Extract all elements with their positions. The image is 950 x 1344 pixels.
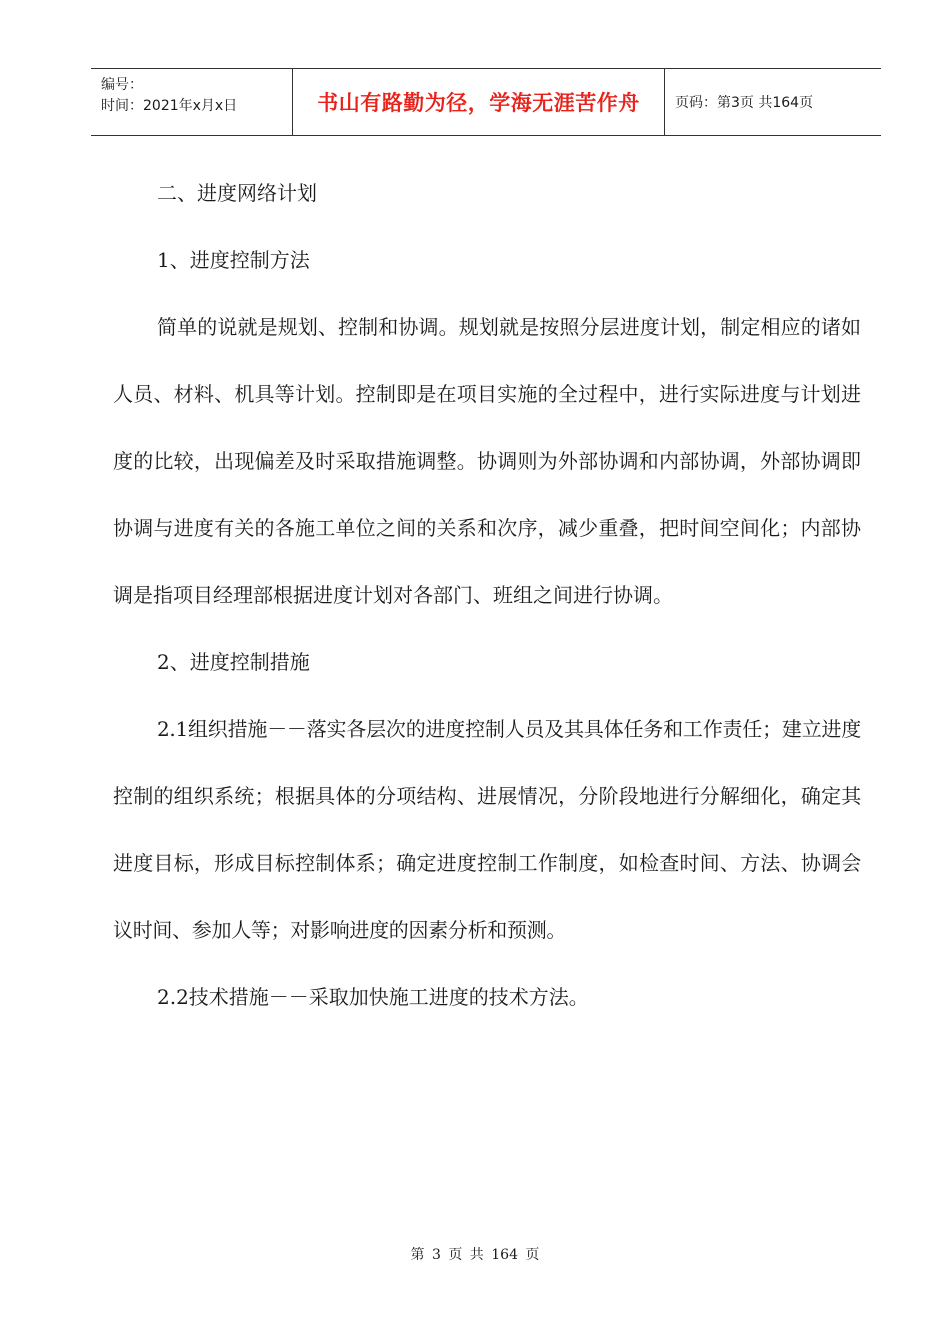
subsection-heading: 2、进度控制措施: [157, 650, 310, 674]
serial-number-label: 编号：: [101, 77, 143, 93]
time-label: 时间：2021年x月x日: [101, 98, 238, 114]
page-info: 页码：第3页 共164页: [675, 95, 814, 111]
page-footer: 第 3 页 共 164 页: [410, 1247, 540, 1263]
document-body: [113, 160, 861, 1031]
body-paragraph: 简单的说就是规划、控制和协调。规划就是按照分层进度计划，制定相应的诸如人员、材料、机具等计划。控制即是在项目实施的全过程中，进行实际进度与计划进度的比较，出现偏差及时采取措施调整。协调则为外部协调和内部协调，外部协调即协调与进度有关的各施工单位之间的关系和次序，减少重叠，把时间空间化；内部协调是指项目经理部根据进度计划对各部门、班组之间进行协调。: [113, 315, 861, 607]
body-paragraph: 2.2技术措施－－采取加快施工进度的技术方法。: [157, 985, 589, 1009]
header-motto-cell: [293, 69, 665, 135]
subsection-heading: 1、进度控制方法: [157, 248, 310, 272]
section-heading: 二、进度网络计划: [157, 181, 317, 205]
motto-text: 书山有路勤为径，学海无涯苦作舟: [317, 91, 640, 115]
header-meta-cell: [91, 69, 293, 135]
body-paragraph: 2.1组织措施－－落实各层次的进度控制人员及其具体任务和工作责任；建立进度控制的组织系统；根据具体的分项结构、进展情况，分阶段地进行分解细化，确定其进度目标，形成目标控制体系；确定进度控制工作制度，如检查时间、方法、协调会议时间、参加人等；对影响进度的因素分析和预测。: [113, 717, 861, 942]
page-header: [91, 68, 881, 136]
header-page-cell: [665, 69, 881, 135]
